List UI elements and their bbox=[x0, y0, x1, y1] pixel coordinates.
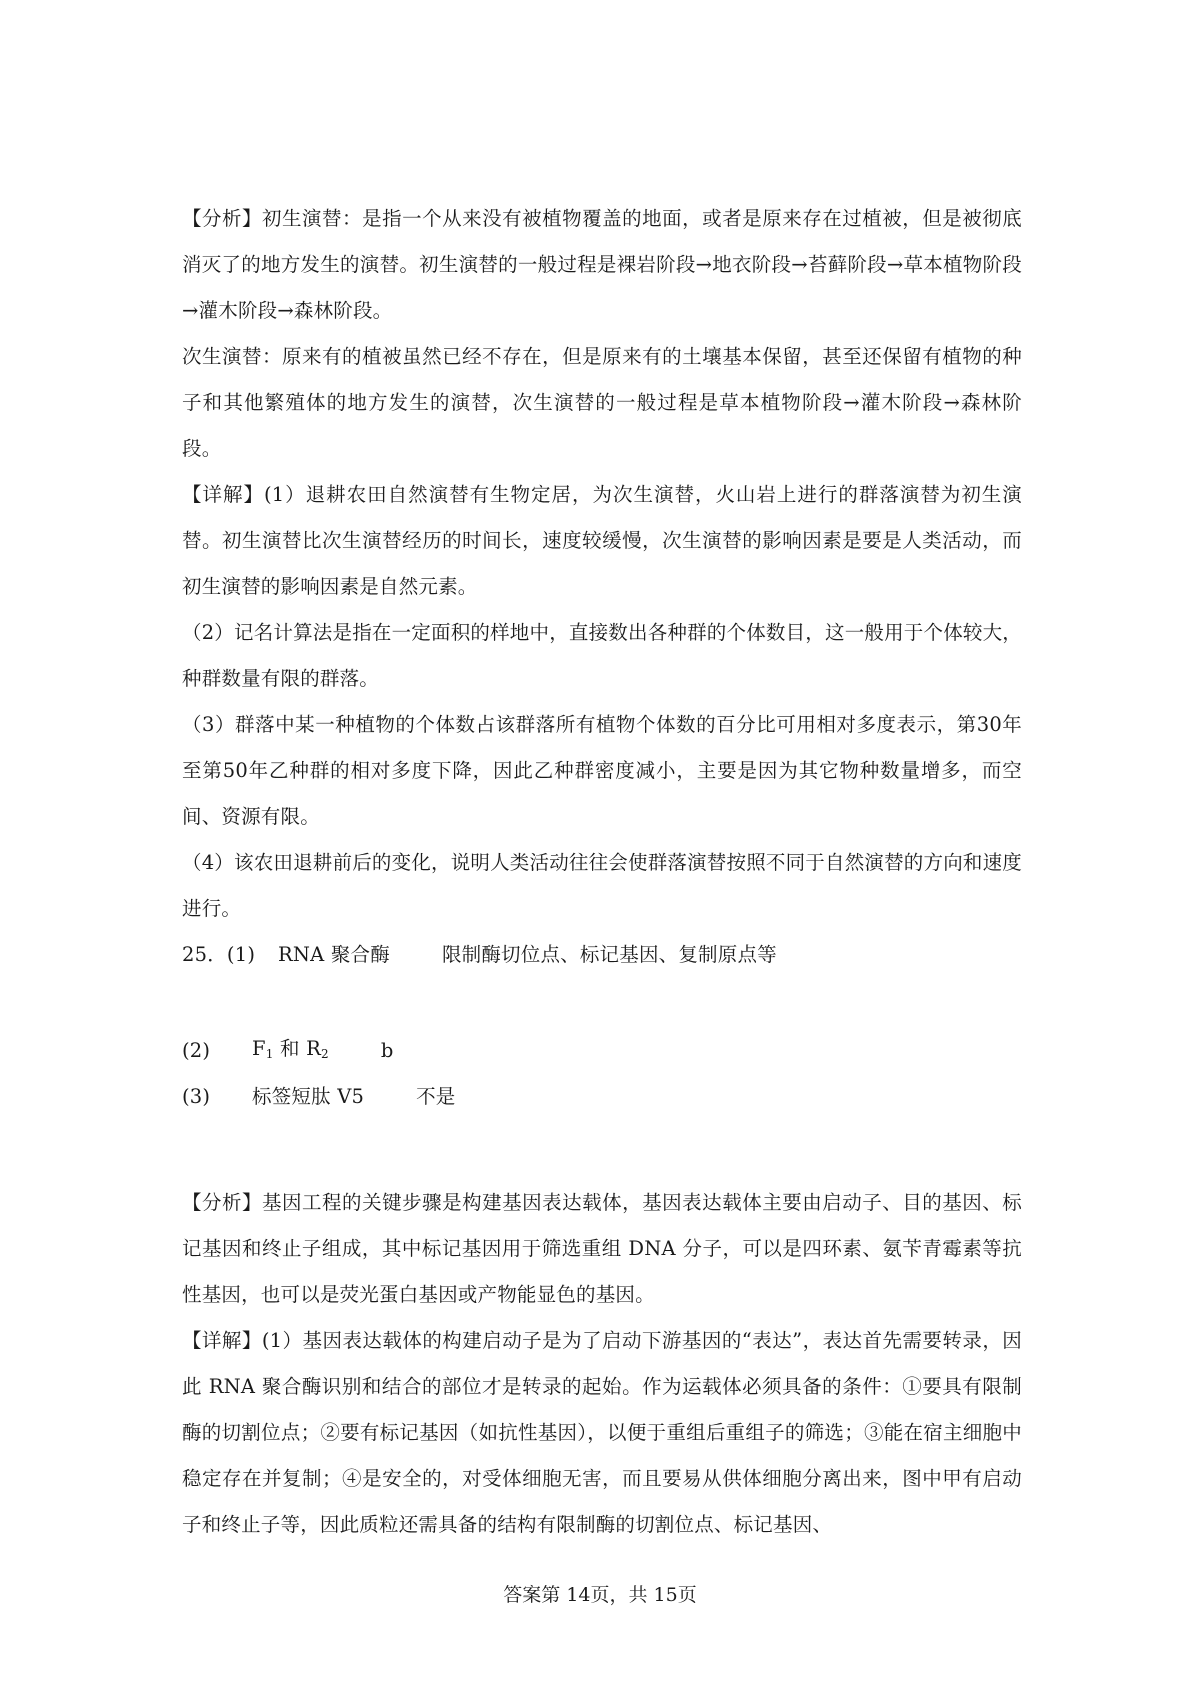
answer-content bbox=[182, 196, 1022, 1548]
answer-1a: RNA 聚合酶 bbox=[278, 943, 390, 966]
answer-row-2 bbox=[182, 1028, 1022, 1074]
answer-row-1 bbox=[182, 932, 1022, 978]
analysis-paragraph-2: 【分析】基因工程的关键步骤是构建基因表达载体，基因表达载体主要由启动子、目的基因、标记基因和终止子组成，其中标记基因用于筛选重组 DNA 分子，可以是四环素、氨苄青霉素等抗性基因，也可以是荧光蛋白基因或产物能显色的基因。 bbox=[182, 1191, 1022, 1306]
answer-2a: $F_1$ 和 $R_2$ bbox=[252, 1036, 329, 1061]
sub-question-number: (3) bbox=[182, 1085, 211, 1108]
detail-point-2: （2）记名计算法是指在一定面积的样地中，直接数出各种群的个体数目，这一般用于个体较大，种群数量有限的群落。 bbox=[182, 621, 1023, 690]
detail-paragraph-2: 【详解】(1）基因表达载体的构建启动子是为了启动下游基因的“表达”，表达首先需要转录，因此 RNA 聚合酶识别和结合的部位才是转录的起始。作为运载体必须具备的条件：①要具有限制酶的切割位点；②要有标记基因（如抗性基因），以便于重组后重组子的筛选；③能在宿主细胞中稳定存在并复制；④是安全的，对受体细胞无害，而且要易从供体细胞分离出来，图中甲有启动子和终止子等，因此质粒还需具备的结构有限制酶的切割位点、标记基因、 bbox=[182, 1329, 1022, 1536]
detail-paragraph: 【详解】(1）退耕农田自然演替有生物定居，为次生演替，火山岩上进行的群落演替为初生演替。初生演替比次生演替经历的时间长，速度较缓慢，次生演替的影响因素是要是人类活动，而初生演替的影响因素是自然元素。 bbox=[182, 483, 1022, 598]
question-number: 25．(1) bbox=[182, 943, 256, 966]
sub-question-number: (2) bbox=[182, 1039, 211, 1062]
secondary-succession-paragraph: 次生演替：原来有的植被虽然已经不存在，但是原来有的土壤基本保留，甚至还保留有植物的种子和其他繁殖体的地方发生的演替，次生演替的一般过程是草本植物阶段→灌木阶段→森林阶段。 bbox=[182, 345, 1022, 460]
answer-2b: b bbox=[380, 1039, 394, 1062]
page-footer: 答案第 14页，共 15页 bbox=[503, 1584, 697, 1606]
analysis-paragraph: 【分析】初生演替：是指一个从来没有被植物覆盖的地面，或者是原来存在过植被，但是被彻底消灭了的地方发生的演替。初生演替的一般过程是裸岩阶段→地衣阶段→苔藓阶段→草本植物阶段→灌木阶段→森林阶段。 bbox=[182, 207, 1022, 322]
answer-3b: 不是 bbox=[416, 1085, 456, 1108]
answer-row-3 bbox=[182, 1074, 1022, 1120]
detail-point-4: （4）该农田退耕前后的变化，说明人类活动往往会使群落演替按照不同于自然演替的方向和速度进行。 bbox=[182, 851, 1023, 920]
answer-1b: 限制酶切位点、标记基因、复制原点等 bbox=[441, 943, 777, 966]
answer-3a: 标签短肽 V5 bbox=[252, 1085, 365, 1108]
detail-point-3: （3）群落中某一种植物的个体数占该群落所有植物个体数的百分比可用相对多度表示，第30年至第50年乙种群的相对多度下降，因此乙种群密度减小，主要是因为其它物种数量增多，而空间、资源有限。 bbox=[182, 713, 1022, 828]
